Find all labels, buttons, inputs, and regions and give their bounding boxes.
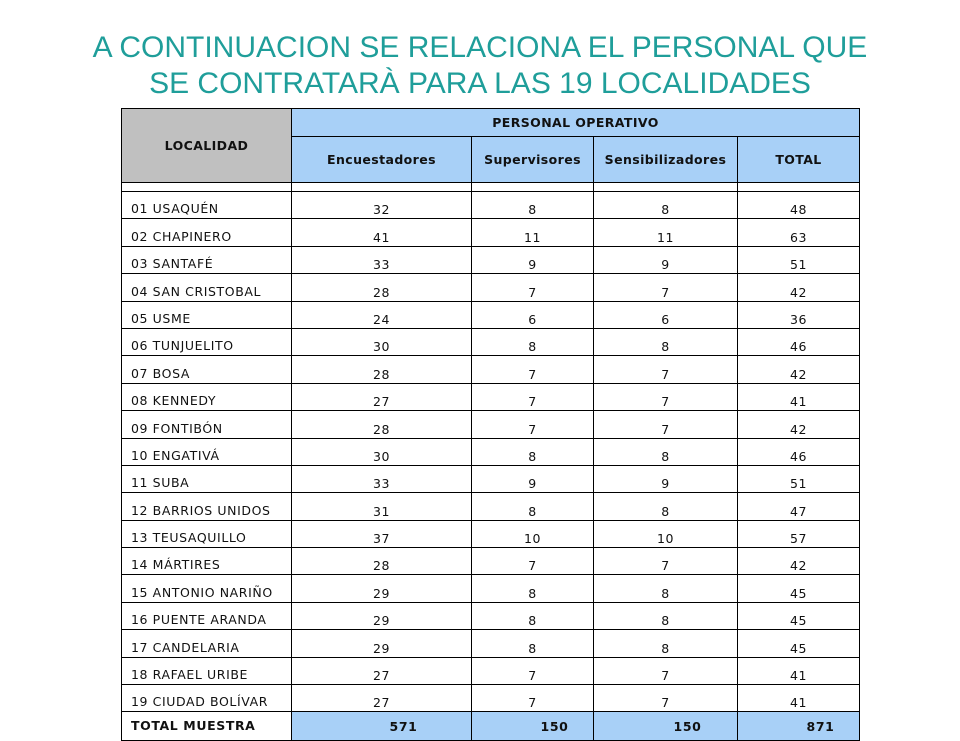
localidad-cell: 14 MÁRTIRES: [122, 548, 292, 575]
localidad-cell: 01 USAQUÉN: [122, 192, 292, 219]
supervisores-cell: 9: [472, 246, 594, 273]
encuestadores-cell: 27: [292, 657, 472, 684]
total-cell: 51: [738, 465, 860, 492]
localidad-cell: 11 SUBA: [122, 465, 292, 492]
encuestadores-cell: 28: [292, 274, 472, 301]
column-header-sensibilizadores: Sensibilizadores: [594, 137, 738, 183]
localidad-cell: 15 ANTONIO NARIÑO: [122, 575, 292, 602]
sensibilizadores-cell: 8: [594, 328, 738, 355]
encuestadores-cell: 37: [292, 520, 472, 547]
sensibilizadores-cell: 11: [594, 219, 738, 246]
localidad-cell: 04 SAN CRISTOBAL: [122, 274, 292, 301]
supervisores-cell: 8: [472, 438, 594, 465]
column-header-supervisores: Supervisores: [472, 137, 594, 183]
table-row: [122, 438, 860, 465]
total-cell: 41: [738, 685, 860, 712]
localidad-cell: 05 USME: [122, 301, 292, 328]
sensibilizadores-cell: 8: [594, 602, 738, 629]
sensibilizadores-cell: 7: [594, 356, 738, 383]
total-row: [122, 712, 860, 741]
supervisores-cell: 7: [472, 411, 594, 438]
supervisores-cell: 7: [472, 383, 594, 410]
localidad-cell: 07 BOSA: [122, 356, 292, 383]
sensibilizadores-cell: 7: [594, 383, 738, 410]
column-header-encuestadores: Encuestadores: [292, 137, 472, 183]
table-row: [122, 356, 860, 383]
sensibilizadores-cell: 7: [594, 274, 738, 301]
total-cell: 36: [738, 301, 860, 328]
total-cell: 51: [738, 246, 860, 273]
personnel-table: [121, 108, 860, 741]
table-row: [122, 328, 860, 355]
localidad-cell: 02 CHAPINERO: [122, 219, 292, 246]
sensibilizadores-cell: 7: [594, 411, 738, 438]
encuestadores-cell: 28: [292, 548, 472, 575]
table-row: [122, 493, 860, 520]
table-row: [122, 602, 860, 629]
localidad-cell: 08 KENNEDY: [122, 383, 292, 410]
supervisores-cell: 8: [472, 192, 594, 219]
total-cell: 42: [738, 356, 860, 383]
sensibilizadores-cell: 8: [594, 630, 738, 657]
total-cell: 57: [738, 520, 860, 547]
table-row: [122, 520, 860, 547]
encuestadores-cell: 28: [292, 356, 472, 383]
total-cell: 47: [738, 493, 860, 520]
sensibilizadores-cell: 8: [594, 438, 738, 465]
supervisores-cell: 7: [472, 274, 594, 301]
total-cell: 63: [738, 219, 860, 246]
slide-title-line-2: SE CONTRATARÀ PARA LAS 19 LOCALIDADES: [149, 67, 811, 100]
total-cell: 41: [738, 657, 860, 684]
slide-title-line-1: A CONTINUACION SE RELACIONA EL PERSONAL QUE: [92, 31, 868, 64]
encuestadores-cell: 29: [292, 575, 472, 602]
total-sensibilizadores-cell: 150: [594, 712, 738, 741]
encuestadores-cell: 24: [292, 301, 472, 328]
localidad-cell: 12 BARRIOS UNIDOS: [122, 493, 292, 520]
sensibilizadores-cell: 6: [594, 301, 738, 328]
table-spacer-row: [122, 183, 860, 192]
table-row: [122, 411, 860, 438]
encuestadores-cell: 27: [292, 383, 472, 410]
encuestadores-cell: 30: [292, 438, 472, 465]
table-row: [122, 685, 860, 712]
table-row: [122, 575, 860, 602]
localidad-header: LOCALIDAD: [122, 109, 292, 183]
table-row: [122, 274, 860, 301]
supervisores-cell: 7: [472, 548, 594, 575]
sensibilizadores-cell: 10: [594, 520, 738, 547]
supervisores-cell: 8: [472, 328, 594, 355]
total-cell: 48: [738, 192, 860, 219]
total-cell: 42: [738, 274, 860, 301]
encuestadores-cell: 30: [292, 328, 472, 355]
supervisores-cell: 9: [472, 465, 594, 492]
encuestadores-cell: 41: [292, 219, 472, 246]
supervisores-cell: 7: [472, 657, 594, 684]
total-cell: 46: [738, 328, 860, 355]
total-cell: 45: [738, 602, 860, 629]
sensibilizadores-cell: 9: [594, 465, 738, 492]
column-header-total: TOTAL: [738, 137, 860, 183]
supervisores-cell: 8: [472, 602, 594, 629]
total-cell: 46: [738, 438, 860, 465]
table-row: [122, 657, 860, 684]
localidad-cell: 18 RAFAEL URIBE: [122, 657, 292, 684]
encuestadores-cell: 29: [292, 602, 472, 629]
total-cell: 42: [738, 548, 860, 575]
sensibilizadores-cell: 7: [594, 657, 738, 684]
localidad-cell: 03 SANTAFÉ: [122, 246, 292, 273]
supervisores-cell: 8: [472, 575, 594, 602]
encuestadores-cell: 27: [292, 685, 472, 712]
localidad-cell: 17 CANDELARIA: [122, 630, 292, 657]
table-row: [122, 630, 860, 657]
sensibilizadores-cell: 8: [594, 575, 738, 602]
sensibilizadores-cell: 9: [594, 246, 738, 273]
supervisores-cell: 10: [472, 520, 594, 547]
encuestadores-cell: 33: [292, 246, 472, 273]
localidad-cell: 16 PUENTE ARANDA: [122, 602, 292, 629]
total-encuestadores-cell: 571: [292, 712, 472, 741]
personal-operativo-header: PERSONAL OPERATIVO: [292, 109, 860, 137]
encuestadores-cell: 31: [292, 493, 472, 520]
supervisores-cell: 7: [472, 685, 594, 712]
table-row: [122, 548, 860, 575]
localidad-cell: 09 FONTIBÓN: [122, 411, 292, 438]
total-total-cell: 871: [738, 712, 860, 741]
table-row: [122, 219, 860, 246]
sensibilizadores-cell: 8: [594, 493, 738, 520]
supervisores-cell: 6: [472, 301, 594, 328]
total-supervisores-cell: 150: [472, 712, 594, 741]
encuestadores-cell: 29: [292, 630, 472, 657]
localidad-cell: 19 CIUDAD BOLÍVAR: [122, 685, 292, 712]
sensibilizadores-cell: 8: [594, 192, 738, 219]
table-row: [122, 301, 860, 328]
sensibilizadores-cell: 7: [594, 685, 738, 712]
table-row: [122, 465, 860, 492]
slide-title: [0, 30, 960, 102]
localidad-cell: 06 TUNJUELITO: [122, 328, 292, 355]
total-cell: 45: [738, 630, 860, 657]
table-row: [122, 246, 860, 273]
total-cell: 42: [738, 411, 860, 438]
supervisores-cell: 11: [472, 219, 594, 246]
supervisores-cell: 8: [472, 630, 594, 657]
total-cell: 41: [738, 383, 860, 410]
encuestadores-cell: 33: [292, 465, 472, 492]
supervisores-cell: 8: [472, 493, 594, 520]
supervisores-cell: 7: [472, 356, 594, 383]
table-row: [122, 192, 860, 219]
localidad-cell: 13 TEUSAQUILLO: [122, 520, 292, 547]
total-cell: 45: [738, 575, 860, 602]
localidad-cell: 10 ENGATIVÁ: [122, 438, 292, 465]
total-label-cell: TOTAL MUESTRA: [122, 712, 292, 741]
table-row: [122, 383, 860, 410]
sensibilizadores-cell: 7: [594, 548, 738, 575]
encuestadores-cell: 32: [292, 192, 472, 219]
encuestadores-cell: 28: [292, 411, 472, 438]
